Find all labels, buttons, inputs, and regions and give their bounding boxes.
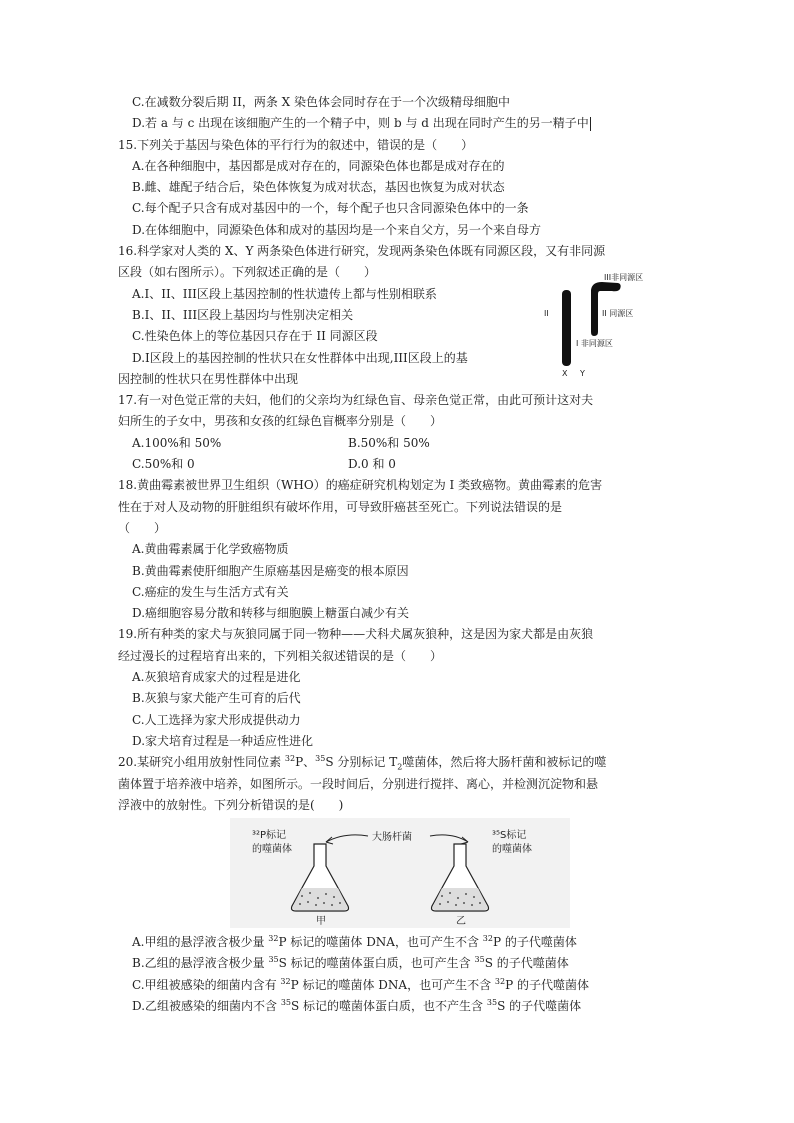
label-p32-phage-line1: ³²P标记 xyxy=(252,830,287,841)
q18-option-d: D.癌细胞容易分散和转移与细胞膜上糖蛋白减少有关 xyxy=(132,606,410,621)
q18-option-b: B.黄曲霉素使肝细胞产生原癌基因是癌变的根本原因 xyxy=(132,563,409,578)
q19-option-a: A.灰狼培育成家犬的过程是进化 xyxy=(132,670,301,685)
flask-jia-label: 甲 xyxy=(316,916,326,927)
q17-option-c: C.50%和 0 xyxy=(132,457,195,472)
q16-stem-line1: 16.科学家对人类的 X、Y 两条染色体进行研究，发现两条染色体既有同源区段，又有非同源 xyxy=(118,244,606,259)
phage-experiment-svg xyxy=(230,818,570,928)
q16-stem-line2: 区段（如右图所示）。下列叙述正确的是（ ） xyxy=(118,265,377,280)
q20-option-c: C.甲组被感染的细菌内含有 $^{32}$P 标记的噬菌体 DNA，也可产生不含 $^{32}$P 的子代噬菌体 xyxy=(132,976,589,992)
label-s35-phage-line1: ³⁵S标记 xyxy=(492,830,527,841)
q19-option-b: B.灰狼与家犬能产生可育的后代 xyxy=(132,691,301,706)
q20-option-a: A.甲组的悬浮液含极少量 $^{32}$P 标记的噬菌体 DNA，也可产生不含 $^{32}$P 的子代噬菌体 xyxy=(132,934,577,949)
q17-options-row1 xyxy=(118,433,674,454)
q16-option-b: B.I、II、III区段上基因均与性别决定相关 xyxy=(132,307,354,322)
xy-chromosome-figure xyxy=(536,272,676,382)
q16-option-d-line1: D.I区段上的基因控制的性状只在女性群体中出现,III区段上的基 xyxy=(132,350,468,365)
flask-yi-label: 乙 xyxy=(456,916,466,927)
q20-option-d: D.乙组被感染的细菌内不含 $^{35}$S 标记的噬菌体蛋白质，也不产生含 $^{35}$S 的子代噬菌体 xyxy=(132,997,582,1013)
q14-option-c: C.在减数分裂后期 II，两条 X 染色体会同时存在于一个次级精母细胞中 xyxy=(132,95,511,109)
text-cursor xyxy=(590,117,591,131)
q14-option-d: D.若 a 与 c 出现在该细胞产生的一个精子中，则 b 与 d 出现在同时产生的另一精子中 xyxy=(132,116,589,131)
q20-options xyxy=(118,932,674,1017)
exam-page xyxy=(118,92,674,816)
label-ecoli: 大肠杆菌 xyxy=(372,832,412,843)
q17-options-row2 xyxy=(118,454,674,475)
q15-option-b: B.雌、雄配子结合后，染色体恢复为成对状态，基因也恢复为成对状态 xyxy=(132,180,505,195)
label-y: Y xyxy=(580,369,585,378)
q16-option-c: C.性染色体上的等位基因只存在于 II 同源区段 xyxy=(132,329,378,344)
q15-option-c: C.每个配子只含有成对基因中的一个，每个配子也只含同源染色体中的一条 xyxy=(132,201,529,216)
label-p32-phage-line2: 的噬菌体 xyxy=(252,844,292,855)
q18-stem-line3: （ ） xyxy=(118,520,167,535)
phage-experiment-figure xyxy=(230,818,570,928)
q15-option-a: A.在各种细胞中，基因都是成对存在的，同源染色体也都是成对存在的 xyxy=(132,158,505,173)
q19-option-c: C.人工选择为家犬形成提供动力 xyxy=(132,712,301,727)
label-ii-left: II xyxy=(544,309,549,318)
q19-option-d: D.家犬培育过程是一种适应性进化 xyxy=(132,733,314,748)
q20-option-b: B.乙组的悬浮液含极少量 $^{35}$S 标记的噬菌体蛋白质，也可产生含 $^{35}$S 的子代噬菌体 xyxy=(132,955,569,971)
q18-option-a: A.黄曲霉素属于化学致癌物质 xyxy=(132,542,289,557)
q19-stem-line1: 19.所有种类的家犬与灰狼同属于同一物种——犬科犬属灰狼种，这是因为家犬都是由灰狼 xyxy=(118,627,594,642)
q20-stem-line2: 菌体置于培养液中培养，如图所示。一段时间后，分别进行搅拌、离心，并检测沉淀物和悬 xyxy=(118,776,599,791)
label-iii-nonhomologous: III非同源区 xyxy=(604,273,644,282)
label-ii-homologous: II 同源区 xyxy=(602,309,634,318)
q15-option-d: D.在体细胞中，同源染色体和成对的基因均是一个来自父方，另一个来自母方 xyxy=(132,222,542,237)
q17-option-d: D.0 和 0 xyxy=(348,457,396,472)
q18-stem-line2: 性在于对人及动物的肝脏组织有破坏作用，可导致肝癌甚至死亡。下列说法错误的是 xyxy=(118,499,563,514)
label-x: X xyxy=(562,369,568,378)
label-i-nonhomologous: I 非同源区 xyxy=(576,339,613,348)
label-s35-phage-line2: 的噬菌体 xyxy=(492,844,532,855)
xy-chromosome-svg xyxy=(536,272,676,382)
q15-stem: 15.下列关于基因与染色体的平行行为的叙述中，错误的是（ ） xyxy=(118,137,474,152)
q17-option-a: A.100%和 50% xyxy=(132,435,222,450)
q20-stem-line1: 20.某研究小组用放射性同位素 $^{32}$P、$^{35}$S 分别标记 $T_2$噬菌体，然后将大肠杆菌和被标记的噬 xyxy=(118,754,607,772)
q17-option-b: B.50%和 50% xyxy=(348,435,430,450)
q18-option-c: C.癌症的发生与生活方式有关 xyxy=(132,584,289,599)
q16-option-d-line2: 因控制的性状只在男性群体中出现 xyxy=(118,371,299,386)
x-chromosome xyxy=(562,290,571,366)
q19-stem-line2: 经过漫长的过程培育出来的，下列相关叙述错误的是（ ） xyxy=(118,648,443,663)
q20-stem-line3: 浮液中的放射性。下列分析错误的是( ) xyxy=(118,797,344,812)
q18-stem-line1: 18.黄曲霉素被世界卫生组织（WHO）的癌症研究机构划定为 I 类致癌物。黄曲霉素的危害 xyxy=(118,478,603,493)
q17-stem-line2: 妇所生的子女中，男孩和女孩的红绿色盲概率分别是（ ） xyxy=(118,414,443,429)
q16-option-a: A.I、II、III区段上基因控制的性状遗传上都与性别相联系 xyxy=(132,286,437,301)
q17-stem-line1: 17.有一对色觉正常的夫妇，他们的父亲均为红绿色盲、母亲色觉正常，由此可预计这对夫 xyxy=(118,393,594,408)
